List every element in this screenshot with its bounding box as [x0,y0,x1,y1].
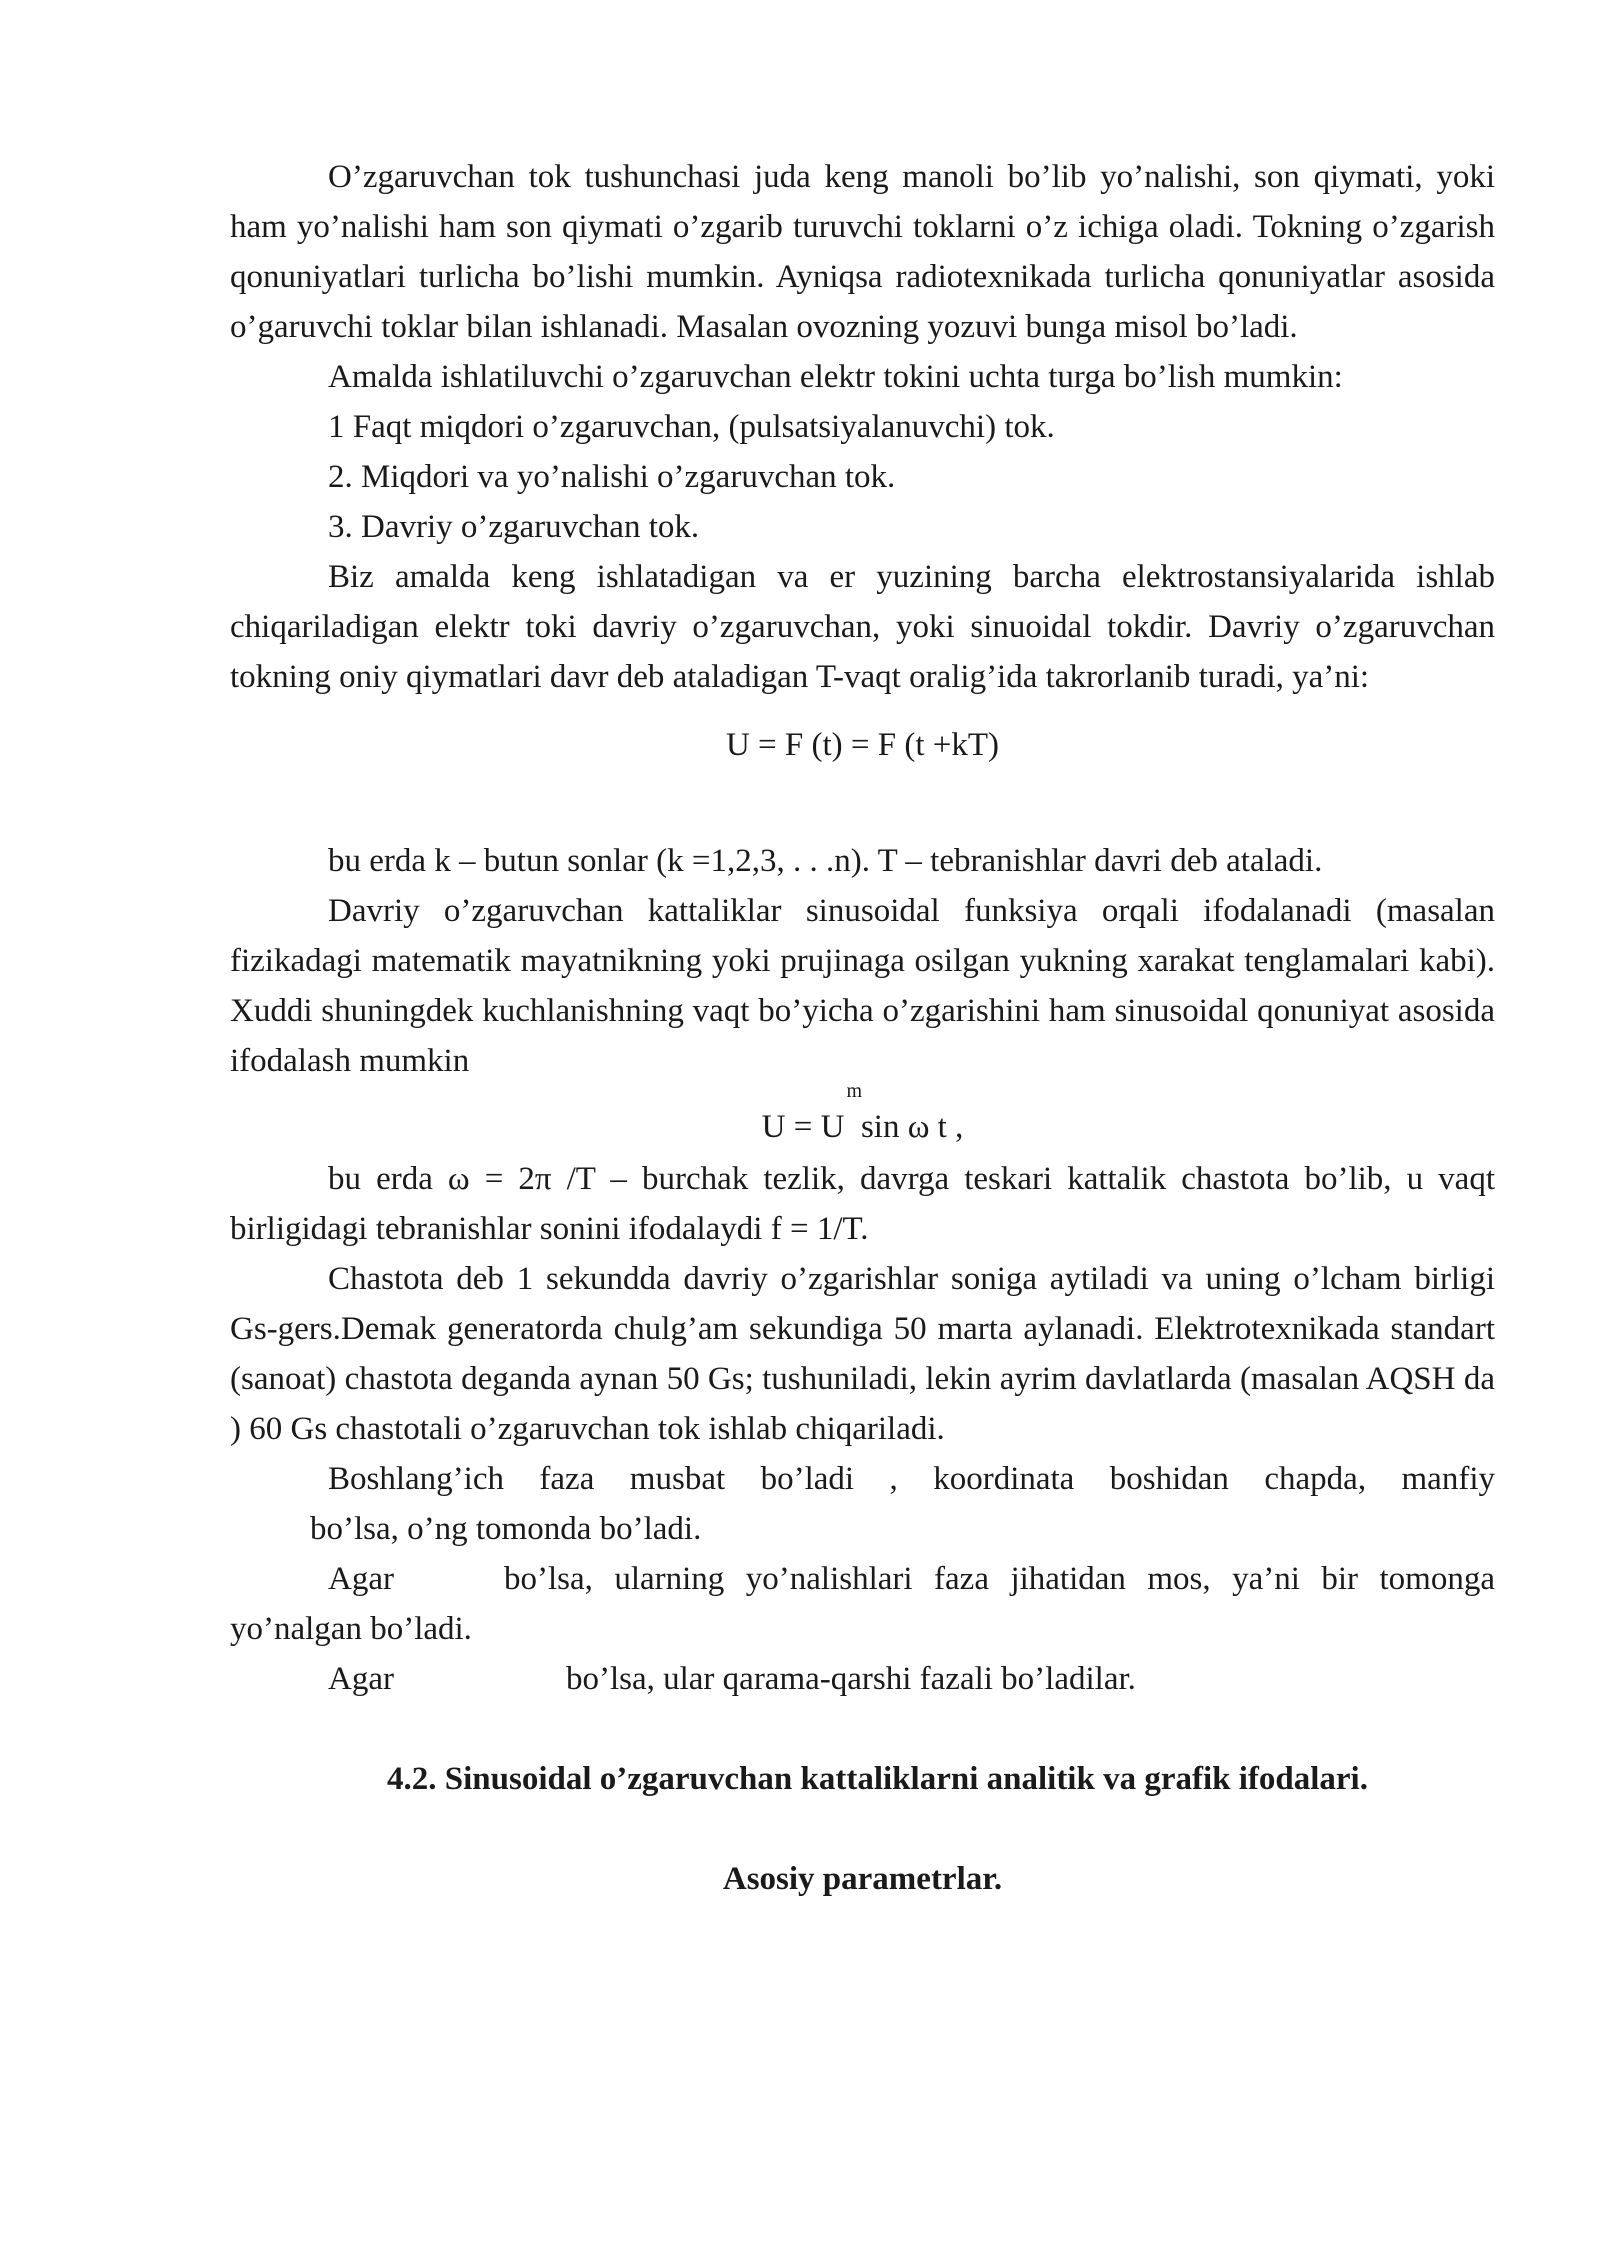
paragraph-in-phase [230,1554,1495,1654]
paragraph-omega: bu erda ω = 2π /T – burchak tezlik, davrga teskari kattalik chastota bo’lib, u vaqt birligidagi tebranishlar sonini ifodalaydi f = 1/T. [230,1161,1495,1247]
paragraph-intro: O’zgaruvchan tok tushunchasi juda keng manoli bo’lib yo’nalishi, son qiymati, yoki ham yo’nalishi ham son qiymati o’zgarib turuvchi toklarni o’z ichiga oladi. Tokning o’zgarish qonuniyatlari turlicha bo’lishi mumkin. Ayniqsa radiotexnikada turlicha qonuniyatlar asosida o’garuvchi toklar bilan ishlanadi. Masalan ovozning yozuvi bunga misol bo’ladi. [230,159,1495,345]
formula-sine-index: m [846,1080,862,1102]
formula-sine [230,1080,1495,1152]
paragraph-sinusoidal: Davriy o’zgaruvchan kattaliklar sinusoidal funksiya orqali ifodalanadi (masalan fizikadagi matematik mayatnikning yoki prujinaga osilgan yukning xarakat tenglamalari kabi). Xuddi shuningdek kuchlanishning vaqt bo’yicha o’zgarishini ham sinusoidal qonuniyat asosida ifodalash mumkin [230,893,1495,1079]
antiphase-text: bo’lsa, ular qarama-qarshi fazali bo’ladilar. [565,1661,1136,1697]
paragraph-where-k: bu erda k – butun sonlar (k =1,2,3, . . .n). T – tebranishlar davri deb ataladi. [328,843,1323,879]
formula-periodic: U = F (t) = F (t +kT) [725,727,1000,763]
list-item-2: 2. Miqdori va yo’nalishi o’zgaruvchan tok. [328,459,896,495]
section-heading: 4.2. Sinusoidal o’zgaruvchan kattaliklarni analitik va grafik ifodalari. [387,1761,1368,1797]
subsection-heading: Asosiy parametrlar. [722,1861,1003,1897]
formula-sine-rest: sin ω t , [860,1109,964,1145]
antiphase-if: Agar [328,1661,394,1697]
in-phase-if: Agar [328,1561,394,1597]
paragraph-antiphase [230,1654,1495,1704]
in-phase-text: bo’lsa, ularning yo’nalishlari faza jihatidan mos, ya’ni bir tomonga yo’nalgan bo’ladi. [230,1561,1495,1647]
formula-sine-block [230,1080,1495,1154]
paragraph-phase-sign-cont: bo’lsa, o’ng tomonda bo’ladi. [310,1511,702,1547]
formula-sine-base: U = U [761,1109,845,1145]
document-body [230,152,1495,1904]
list-item-1: 1 Faqt miqdori o’zgaruvchan, (pulsatsiyalanuvchi) tok. [328,409,1055,445]
list-item-3: 3. Davriy o’zgaruvchan tok. [328,509,700,545]
paragraph-frequency: Chastota deb 1 sekundda davriy o’zgarishlar soniga aytiladi va uning o’lcham birligi Gs-gers.Demak generatorda chulg’am sekundiga 50 marta aylanadi. Elektrotexnikada standart (sanoat) chastota deganda aynan 50 Gs; tushuniladi, lekin ayrim davlatlarda (masalan AQSH da ) 60 Gs chastotali o’zgaruvchan tok ishlab chiqariladi. [230,1261,1495,1447]
paragraph-phase-sign: Boshlang’ich faza musbat bo’ladi , koordinata boshidan chapda, manfiy [328,1461,1495,1497]
paragraph-types: Amalda ishlatiluvchi o’zgaruvchan elektr tokini uchta turga bo’lish mumkin: [328,359,1343,395]
paragraph-periodic: Biz amalda keng ishlatadigan va er yuzining barcha elektrostansiyalarida ishlab chiqariladigan elektr toki davriy o’zgaruvchan, yoki sinuoidal tokdir. Davriy o’zgaruvchan tokning oniy qiymatlari davr deb ataladigan T-vaqt oralig’ida takrorlanib turadi, ya’ni: [230,559,1495,695]
